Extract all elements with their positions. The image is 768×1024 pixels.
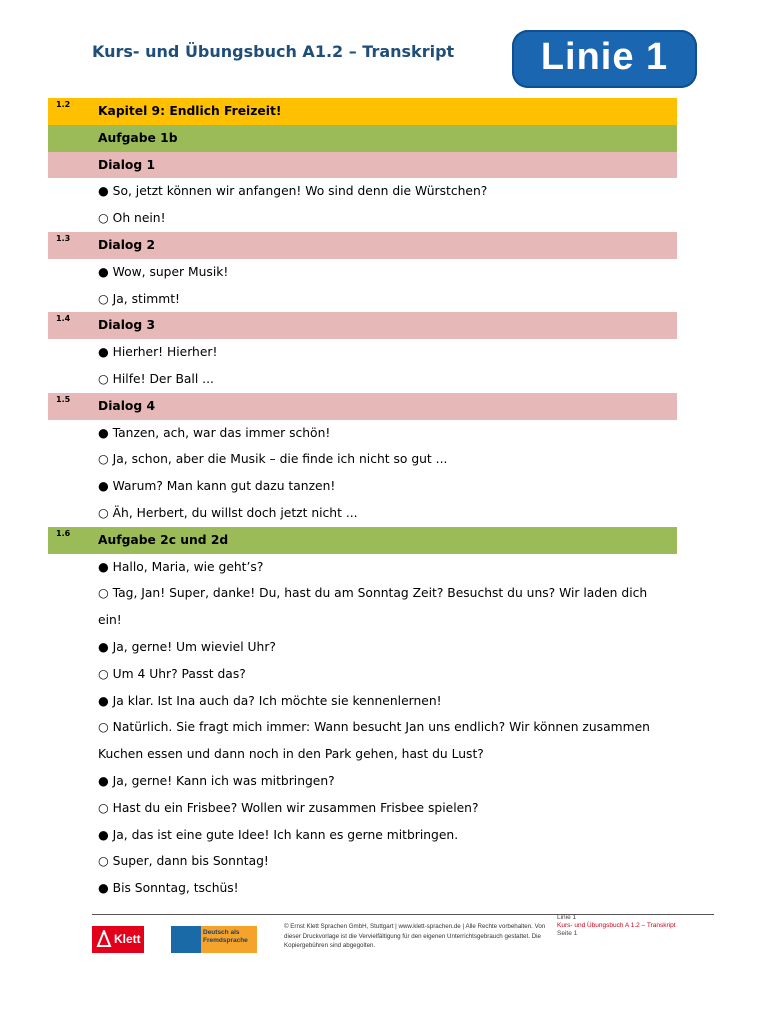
- daf-logo: [171, 926, 257, 953]
- task-heading-text: Aufgabe 2c und 2d: [98, 532, 229, 547]
- klett-emblem-icon: [96, 930, 112, 948]
- track-number: 1.6: [56, 528, 71, 538]
- transcript-line-text: ● Wow, super Musik!: [98, 264, 229, 279]
- transcript-line-text: ● Warum? Man kann gut dazu tanzen!: [98, 479, 336, 494]
- track-number: 1.3: [56, 233, 71, 243]
- transcript-line: [48, 446, 677, 473]
- chapter-heading-text: Kapitel 9: Endlich Freizeit!: [98, 104, 282, 118]
- transcript-line-text: ○ Ja, stimmt!: [98, 291, 180, 306]
- dialog-heading: [48, 232, 677, 259]
- footer-meta: [557, 914, 676, 938]
- transcript-line-text: ○ Äh, Herbert, du willst doch jetzt nicht ...: [98, 505, 358, 520]
- transcript-line-text: ● Ja, das ist eine gute Idee! Ich kann es gerne mitbringen.: [98, 827, 459, 842]
- dialog-heading: [48, 152, 677, 179]
- transcript-line-text: ● Bis Sonntag, tschüs!: [98, 881, 239, 896]
- track-number: 1.4: [56, 314, 71, 324]
- transcript-line: [48, 259, 677, 286]
- transcript-line: [48, 286, 677, 313]
- transcript-line: [48, 420, 677, 447]
- task-heading: [48, 125, 677, 152]
- dialog-heading-text: Dialog 3: [98, 318, 156, 333]
- transcript-line: [48, 768, 677, 795]
- transcript-line: [48, 178, 677, 205]
- transcript-line: [48, 688, 677, 715]
- footer-book-title: Kurs- und Übungsbuch A 1.2 – Transkript: [557, 922, 676, 929]
- transcript-line-text: ● Tanzen, ach, war das immer schön!: [98, 425, 331, 440]
- transcript-line-text: ○ Hilfe! Der Ball ...: [98, 371, 214, 386]
- transcript-line: [48, 661, 677, 688]
- transcript-line-text: ● Ja, gerne! Um wieviel Uhr?: [98, 639, 276, 654]
- document-title: Kurs- und Übungsbuch A1.2 – Transkript: [92, 42, 455, 61]
- dialog-heading: [48, 393, 677, 420]
- transcript-line: [48, 634, 677, 661]
- copyright-text: © Ernst Klett Sprachen GmbH, Stuttgart | www.klett-sprachen.de | Alle Rechte vorbehalten. Von dieser Druckvorlage ist die Vervielfältigung für den eigenen Unterrichtsgebrauch gestattet. Die Kopiergebühren sind abgegolten.: [284, 923, 546, 949]
- daf-logo-text: Deutsch als Fremdsprache: [203, 929, 248, 944]
- transcript-line: [48, 848, 677, 875]
- transcript-line: [48, 822, 677, 849]
- dialog-heading-text: Dialog 1: [98, 157, 156, 172]
- klett-logo-text: Klett: [114, 932, 141, 946]
- track-number: 1.2: [56, 100, 71, 109]
- transcript-line: [48, 205, 677, 232]
- task-heading-text: Aufgabe 1b: [98, 130, 178, 145]
- dialog-heading-text: Dialog 2: [98, 237, 156, 252]
- transcript-line: [48, 339, 677, 366]
- task-heading: [48, 527, 677, 554]
- transcript-line: [48, 500, 677, 527]
- transcript-line: [48, 366, 677, 393]
- transcript-line-text: ● So, jetzt können wir anfangen! Wo sind denn die Würstchen?: [98, 184, 488, 199]
- transcript-line-text: ● Ja, gerne! Kann ich was mitbringen?: [98, 773, 335, 788]
- track-number: 1.5: [56, 394, 71, 404]
- linie1-logo: [512, 30, 697, 88]
- transcript-line-text: ○ Natürlich. Sie fragt mich immer: Wann besucht Jan uns endlich? Wir können zusammen Kuchen essen und dann noch in den Park gehen, hast du Lust?: [98, 720, 650, 762]
- dialog-heading: [48, 312, 677, 339]
- transcript-line-text: ● Hallo, Maria, wie geht’s?: [98, 559, 264, 574]
- transcript-line-text: ○ Super, dann bis Sonntag!: [98, 854, 269, 869]
- transcript-line: [48, 795, 677, 822]
- transcript-line-text: ○ Ja, schon, aber die Musik – die finde ich nicht so gut ...: [98, 452, 448, 467]
- transcript-table: [48, 98, 677, 902]
- transcript-line: [48, 875, 677, 902]
- transcript-line: [48, 580, 677, 634]
- footer-series: Linie 1: [557, 914, 577, 921]
- transcript-line-text: ○ Oh nein!: [98, 211, 166, 226]
- dialog-heading-text: Dialog 4: [98, 398, 156, 413]
- transcript-line-text: ○ Tag, Jan! Super, danke! Du, hast du am Sonntag Zeit? Besuchst du uns? Wir laden dich ein!: [98, 586, 648, 628]
- transcript-line-text: ● Ja klar. Ist Ina auch da? Ich möchte sie kennenlernen!: [98, 693, 442, 708]
- klett-logo: [92, 926, 144, 953]
- transcript-line-text: ● Hierher! Hierher!: [98, 345, 218, 360]
- chapter-heading: [48, 98, 677, 125]
- transcript-line: [48, 473, 677, 500]
- footer-page-number: Seite 1: [557, 930, 578, 937]
- transcript-line-text: ○ Um 4 Uhr? Passt das?: [98, 666, 246, 681]
- logo-text: Linie 1: [540, 36, 669, 78]
- transcript-line: [48, 714, 677, 768]
- transcript-line: [48, 554, 677, 581]
- transcript-line-text: ○ Hast du ein Frisbee? Wollen wir zusammen Frisbee spielen?: [98, 800, 479, 815]
